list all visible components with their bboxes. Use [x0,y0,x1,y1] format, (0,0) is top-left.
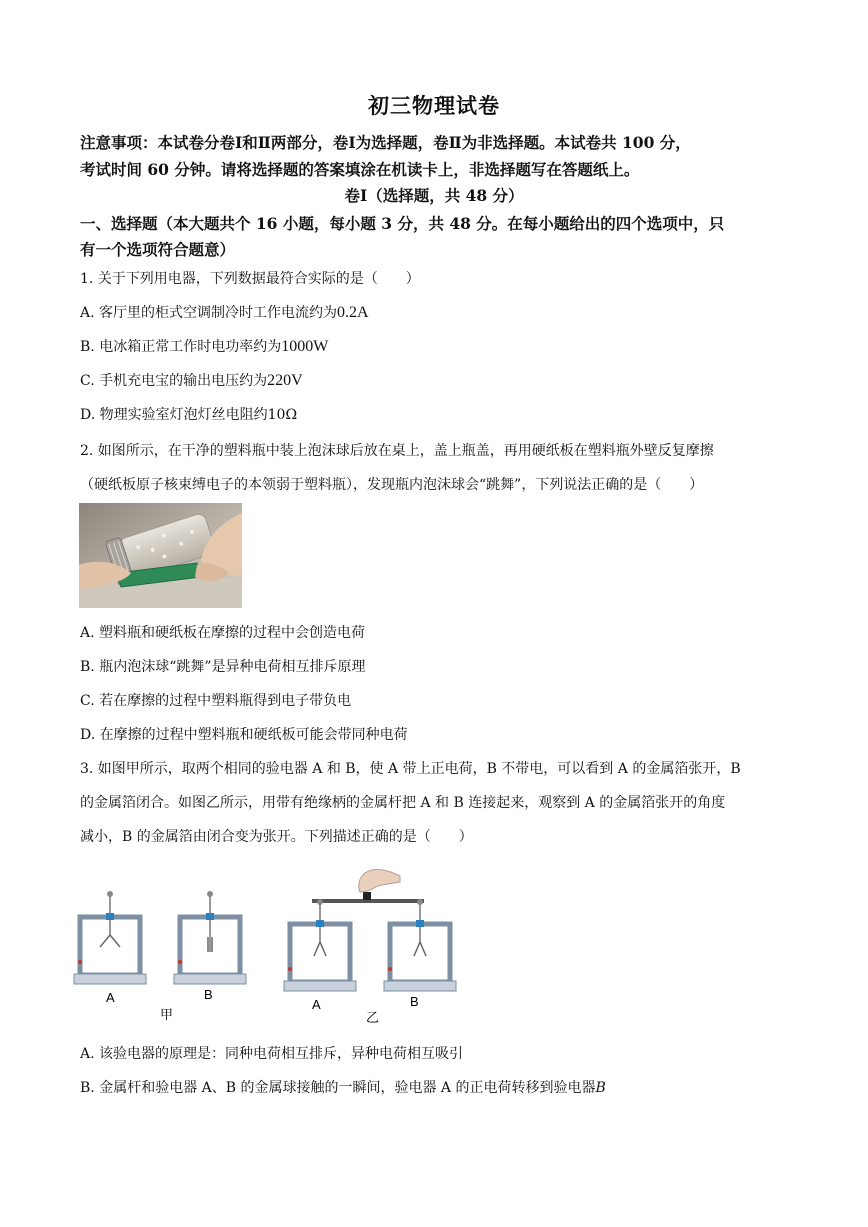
part1-header: 卷Ⅰ（选择题，共 48 分） [344,186,524,205]
q2-option-c: C. 若在摩擦的过程中塑料瓶得到电子带负电 [80,693,352,709]
q2-stem-1: 2. 如图所示，在干净的塑料瓶中装上泡沫球后放在桌上，盖上瓶盖，再用硬纸板在塑料瓶外壁反复摩擦 [80,443,714,459]
electroscope-a-left [74,891,146,984]
label-a-1: A [106,990,115,1005]
label-jia: 甲 [160,1008,174,1023]
q2-option-a: A. 塑料瓶和硬纸板在摩擦的过程中会创造电荷 [80,625,366,641]
q1-option-a [80,302,369,322]
label-a-2: A [312,997,321,1012]
q3-option-b-end: B [595,1080,606,1096]
q3-stem-3: 减小，B 的金属箔由闭合变为张开。下列描述正确的是（ ） [80,829,473,845]
notice-line-2: 考试时间 60 分钟。请将选择题的答案填涂在机读卡上，非选择题写在答题纸上。 [80,160,640,179]
electroscope-b-left [174,891,246,984]
q1-option-d-value: 10Ω [267,407,298,423]
q3-stem-2: 的金属箔闭合。如图乙所示，用带有绝缘柄的金属杆把 A 和 B 连接起来，观察到 A 的金属箔张开的角度 [80,795,726,811]
q1-option-c-value: 220V [267,372,303,389]
page-title: 初三物理试卷 [368,93,500,118]
q1-option-d-text: D. 物理实验室灯泡灯丝电阻约 [80,407,268,423]
q1-option-c [80,370,303,390]
q3-option-a: A. 该验电器的原理是：同种电荷相互排斥，异种电荷相互吸引 [80,1046,464,1062]
section1-line-2: 有一个选项符合题意） [80,240,236,259]
q1-option-c-text: C. 手机充电宝的输出电压约为 [80,373,268,389]
q3-stem-1: 3. 如图甲所示，取两个相同的验电器 A 和 B，使 A 带上正电荷，B 不带电，可以看到 A 的金属箔张开，B [80,761,741,777]
q2-stem-2: （硬纸板原子核束缚电子的本领弱于塑料瓶），发现瓶内泡沫球会“跳舞”，下列说法正确的是（ ） [80,477,704,493]
label-b-2: B [410,994,419,1009]
photo-illustration [79,503,242,608]
section1-line-1: 一、选择题（本大题共个 16 小题，每小题 3 分，共 48 分。在每小题给出的四个选项中，只 [80,214,725,233]
q2-option-d: D. 在摩擦的过程中塑料瓶和硬纸板可能会带同种电荷 [80,727,408,743]
electroscope-b-right [384,899,456,991]
electroscope-diagram [70,862,520,1032]
q3-option-b-text: B. 金属杆和验电器 A、B 的金属球接触的一瞬间，验电器 A 的正电荷转移到验电器 [80,1080,596,1096]
q1-option-a-value: 0.2A [337,304,369,321]
hand-icon [359,869,400,892]
label-b-1: B [204,987,213,1002]
notice-line-1: 注意事项：本试卷分卷Ⅰ和Ⅱ两部分，卷Ⅰ为选择题，卷Ⅱ为非选择题。本试卷共 100 分， [80,133,691,152]
bottle-rubbing-photo [79,503,242,608]
q1-option-a-text: A. 客厅里的柜式空调制冷时工作电流约为 [80,305,338,321]
electroscope-figure [70,862,520,1032]
q2-option-b: B. 瓶内泡沫球“跳舞”是异种电荷相互排斥原理 [80,659,366,675]
q1-option-d [80,404,297,424]
q1-option-b [80,336,328,356]
q3-option-b [80,1077,606,1097]
q1-stem: 1. 关于下列用电器，下列数据最符合实际的是（ ） [80,271,420,287]
q1-option-b-value: 1000W [281,338,329,355]
label-yi: 乙 [366,1011,380,1026]
insulating-handle [363,892,371,900]
q1-option-b-text: B. 电冰箱正常工作时电功率约为 [80,339,282,355]
electroscope-a-right [284,899,356,991]
